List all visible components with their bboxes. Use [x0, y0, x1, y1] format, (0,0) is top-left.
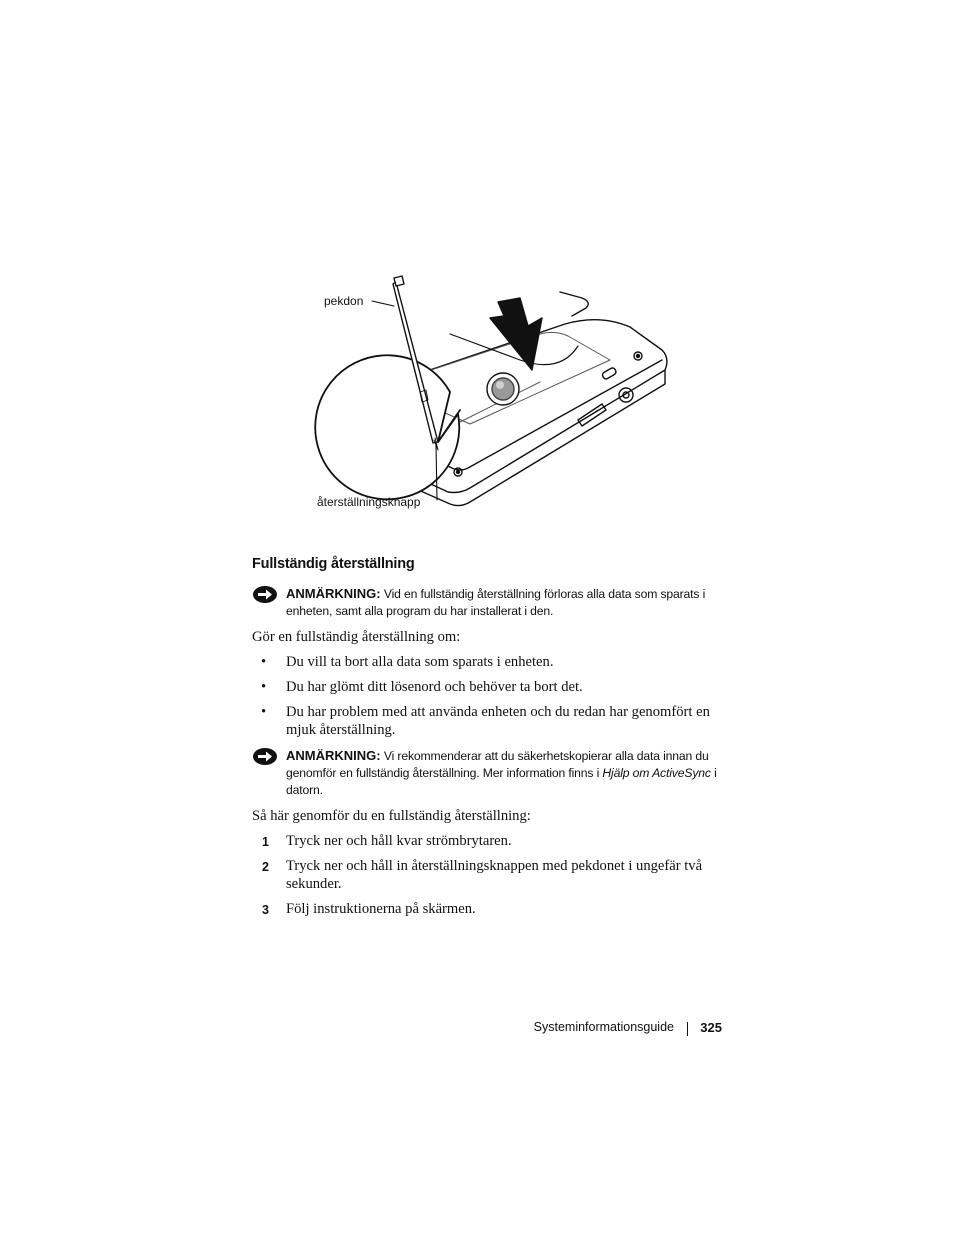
notice-label: ANMÄRKNING:: [286, 586, 381, 601]
step-item: 3 Följ instruktionerna på skärmen.: [262, 901, 476, 917]
list-item: • Du har problem med att använda enheten och du redan har genomfört en mjuk återställning.: [261, 704, 710, 738]
steps-intro: Så här genomför du en fullständig återställning:: [252, 808, 531, 824]
notice-label: ANMÄRKNING:: [286, 748, 381, 763]
device-reset-illustration: [310, 272, 680, 517]
condition-list: [252, 653, 732, 746]
step-item: 2 Tryck ner och håll in återställningsknappen med pekdonet i ungefär två sekunder.: [262, 858, 703, 892]
notice-body-end: i datorn.: [286, 766, 717, 797]
reset-button-callout-label: återställningsknapp: [317, 495, 421, 509]
help-reference: Hjälp om ActiveSync: [602, 766, 711, 780]
page-footer: [520, 1020, 730, 1040]
footer-divider: [687, 1022, 688, 1036]
notice-icon: [252, 747, 278, 766]
list-item: • Du vill ta bort alla data som sparats i enheten.: [261, 654, 554, 670]
notice-icon: [252, 585, 278, 604]
section-heading: Fullständig återställning: [252, 556, 415, 572]
list-item: • Du har glömt ditt lösenord och behöver ta bort det.: [261, 679, 583, 695]
notice-text-1: [286, 585, 732, 620]
intro-paragraph: Gör en fullständig återställning om:: [252, 629, 461, 645]
stylus-callout-label: pekdon: [324, 294, 364, 308]
page-number: 325: [700, 1020, 722, 1035]
footer-guide-title: Systeminformationsguide: [533, 1020, 674, 1034]
notice-text-2: [286, 747, 726, 799]
notice-block-1: [252, 585, 732, 621]
step-item: 1 Tryck ner och håll kvar strömbrytaren.: [262, 833, 512, 849]
pda-drawing: [310, 272, 680, 517]
notice-block-2: [252, 747, 732, 799]
notice-body: Vid en fullständig återställning förloras alla data som sparats i enheten, samt alla program du har installerat i den.: [286, 587, 706, 618]
notice-body: Vi rekommenderar att du säkerhetskopierar alla data innan du genomför en fullständig återställning. Mer information finns i: [286, 749, 709, 780]
steps-list: [252, 832, 732, 925]
